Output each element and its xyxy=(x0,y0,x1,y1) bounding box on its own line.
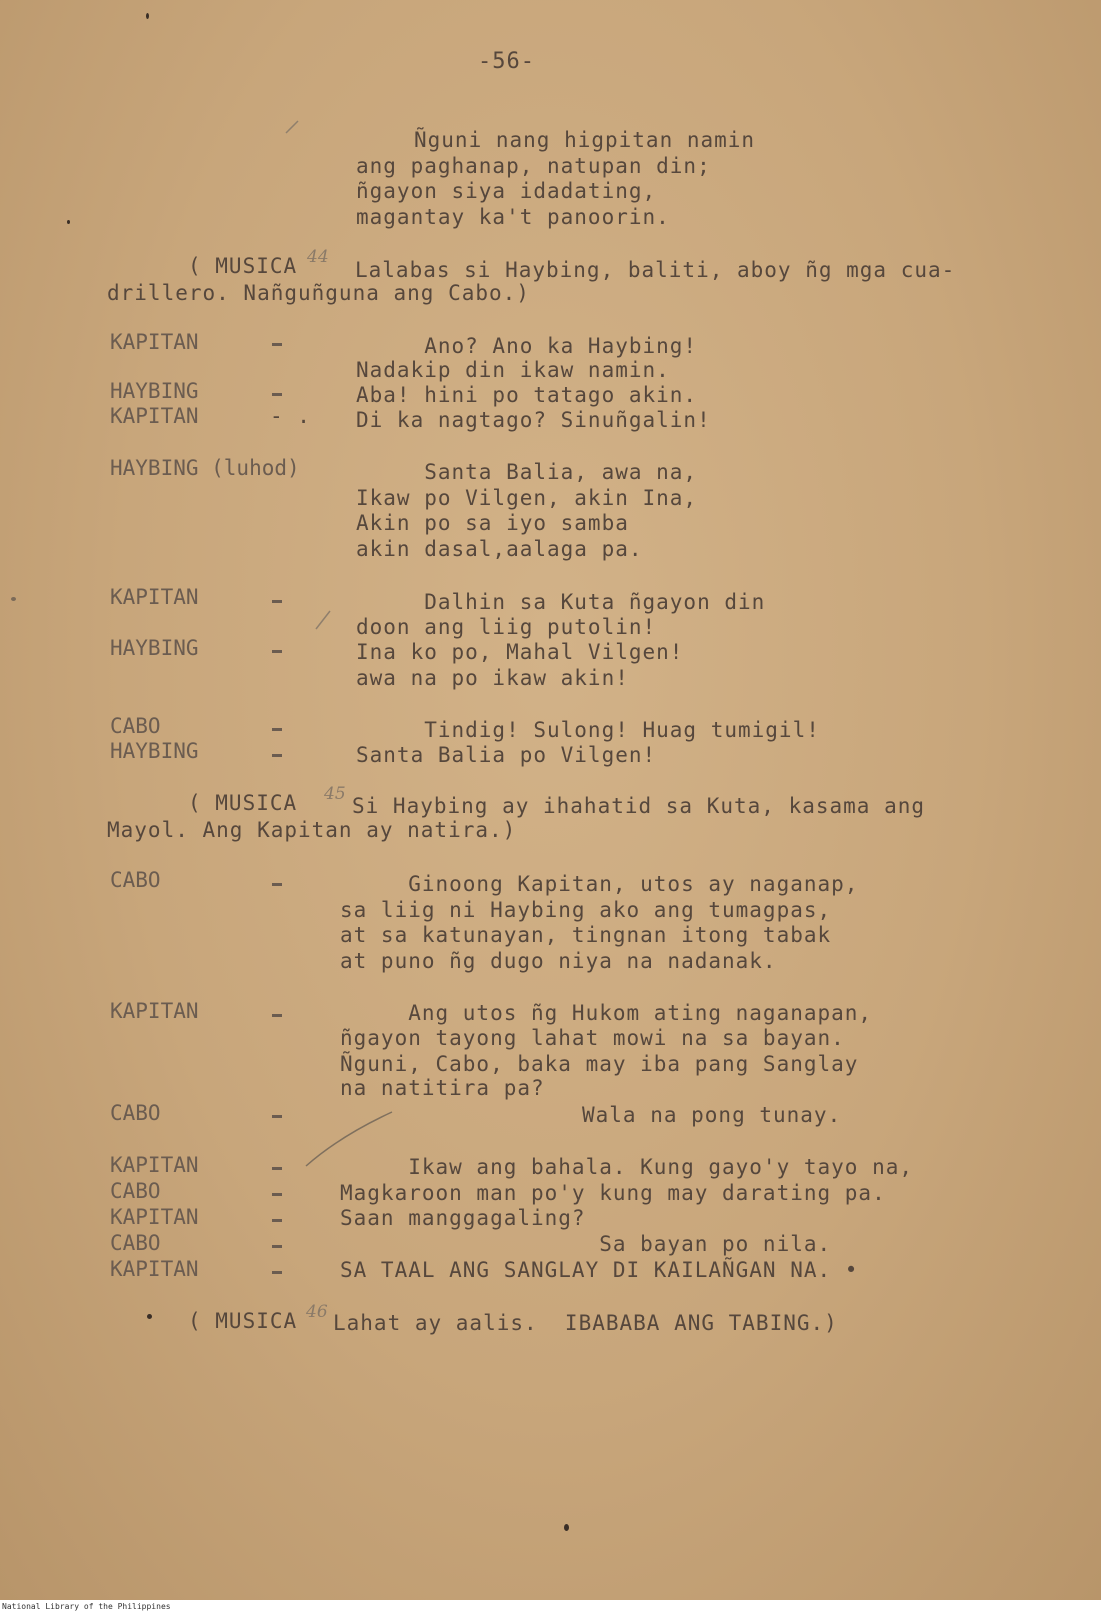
speaker-name: CABO xyxy=(110,868,161,892)
dialogue-line: Ikaw po Vilgen, akin Ina, xyxy=(356,486,698,510)
dialogue-line: Di ka nagtago? Sinuñgalin! xyxy=(356,408,711,432)
speaker-dash xyxy=(272,343,282,346)
speaker-name: KAPITAN xyxy=(110,999,199,1023)
speaker-name: CABO xyxy=(110,1101,161,1125)
dialogue-line: SA TAAL ANG SANGLAY DI KAILAÑGAN NA. • xyxy=(340,1258,859,1282)
verse-line: Ñguni nang higpitan namin xyxy=(414,128,756,152)
speaker-name: KAPITAN xyxy=(110,1205,199,1229)
dialogue-line: Ikaw ang bahala. Kung gayo'y tayo na, xyxy=(340,1155,914,1179)
verse-line: ñgayon siya idadating, xyxy=(356,179,657,203)
page-number: -56- xyxy=(478,49,535,74)
speaker-dash xyxy=(272,1245,282,1248)
ink-dot xyxy=(147,1314,152,1319)
speaker-dash xyxy=(272,1014,282,1017)
speaker-dash xyxy=(272,1167,282,1170)
speaker-dash xyxy=(272,754,282,757)
dialogue-line: Tindig! Sulong! Huag tumigil! xyxy=(356,718,820,742)
dialogue-line: at puno ñg dugo niya na nadanak. xyxy=(340,949,777,973)
dialogue-line: Ñguni, Cabo, baka may iba pang Sanglay xyxy=(340,1052,859,1076)
dialogue-line: Saan manggagaling? xyxy=(340,1206,586,1230)
speaker-dash xyxy=(272,650,282,653)
dialogue-line: Ang utos ñg Hukom ating naganapan, xyxy=(340,1001,873,1025)
ink-dot xyxy=(11,597,16,601)
dialogue-line: awa na po ikaw akin! xyxy=(356,666,629,690)
speaker-name: HAYBING xyxy=(110,739,199,763)
verse-line: magantay ka't panoorin. xyxy=(356,205,670,229)
pencil-mark xyxy=(300,1106,410,1176)
verse-line: ang paghanap, natupan din; xyxy=(356,154,711,178)
stage-direction-text: Lahat ay aalis. IBABABA ANG TABING.) xyxy=(333,1311,838,1335)
speaker-name: CABO xyxy=(110,714,161,738)
handwritten-cue-number: 44 xyxy=(307,247,329,267)
speaker-name: HAYBING xyxy=(110,379,199,403)
speaker-dash xyxy=(272,1115,282,1118)
dialogue-line: ñgayon tayong lahat mowi na sa bayan. xyxy=(340,1026,845,1050)
dialogue-line: Sa bayan po nila. xyxy=(340,1232,832,1256)
stage-direction-text: Si Haybing ay ihahatid sa Kuta, kasama ang xyxy=(352,794,926,818)
stage-direction-open: ( MUSICA xyxy=(188,254,298,278)
speaker-dash xyxy=(272,883,282,886)
speaker-dash xyxy=(272,600,282,603)
pencil-mark xyxy=(282,113,312,143)
speaker-name: KAPITAN xyxy=(110,404,199,428)
dialogue-line: Santa Balia, awa na, xyxy=(356,460,698,484)
speaker-dash xyxy=(272,1193,282,1196)
speaker-name: HAYBING xyxy=(110,636,199,660)
ink-dot xyxy=(67,220,70,224)
speaker-dash xyxy=(272,1271,282,1274)
dialogue-line: Wala na pong tunay. xyxy=(582,1103,842,1127)
ink-dot xyxy=(146,13,149,19)
speaker-name: KAPITAN xyxy=(110,1257,199,1281)
speaker-name: CABO xyxy=(110,1179,161,1203)
stage-direction-open: ( MUSICA xyxy=(188,1309,298,1333)
speaker-name: KAPITAN xyxy=(110,585,199,609)
dialogue-line: Nadakip din ikaw namin. xyxy=(356,358,670,382)
dialogue-line: Akin po sa iyo samba xyxy=(356,511,629,535)
pencil-mark xyxy=(312,605,342,645)
speaker-dash xyxy=(272,1219,282,1222)
speaker-sep: - . xyxy=(270,404,311,428)
dialogue-line: doon ang liig putolin! xyxy=(356,615,657,639)
dialogue-line: Ginoong Kapitan, utos ay naganap, xyxy=(340,872,859,896)
speaker-dash xyxy=(272,393,282,396)
dialogue-line: sa liig ni Haybing ako ang tumagpas, xyxy=(340,898,832,922)
speaker-name: KAPITAN xyxy=(110,1153,199,1177)
dialogue-line: Ano? Ano ka Haybing! xyxy=(356,334,698,358)
dialogue-line: Ina ko po, Mahal Vilgen! xyxy=(356,640,684,664)
stage-direction-text: drillero. Nañguñguna ang Cabo.) xyxy=(107,281,530,305)
handwritten-cue-number: 45 xyxy=(324,784,346,804)
speaker-name: CABO xyxy=(110,1231,161,1255)
dialogue-line: at sa katunayan, tingnan itong tabak xyxy=(340,923,832,947)
dialogue-line: Aba! hini po tatago akin. xyxy=(356,383,698,407)
dialogue-line: Dalhin sa Kuta ñgayon din xyxy=(356,590,766,614)
dialogue-line: Santa Balia po Vilgen! xyxy=(356,743,657,767)
handwritten-cue-number: 46 xyxy=(306,1302,328,1322)
dialogue-line: Magkaroon man po'y kung may darating pa. xyxy=(340,1181,886,1205)
speaker-dash xyxy=(272,728,282,731)
speaker-name: KAPITAN xyxy=(110,330,199,354)
dialogue-line: na natitira pa? xyxy=(340,1076,545,1100)
library-credit: National Library of the Philippines xyxy=(2,1602,171,1611)
speaker-name: HAYBING (luhod) xyxy=(110,456,300,480)
stage-direction-text: Lalabas si Haybing, baliti, aboy ñg mga cua- xyxy=(355,258,956,282)
dialogue-line: akin dasal,aalaga pa. xyxy=(356,537,643,561)
ink-dot xyxy=(564,1524,569,1531)
stage-direction-text: Mayol. Ang Kapitan ay natira.) xyxy=(107,818,517,842)
stage-direction-open: ( MUSICA xyxy=(188,791,298,815)
